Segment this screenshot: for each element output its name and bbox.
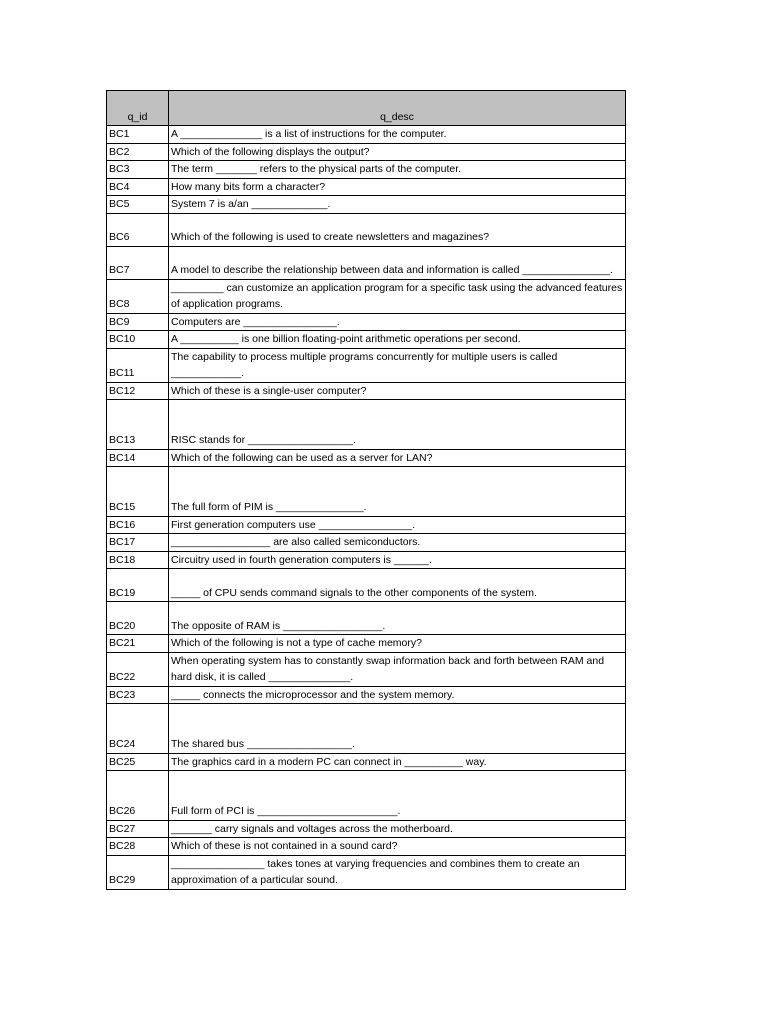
q-id-cell: BC27 [107,820,169,838]
table-row [107,686,626,704]
table-row [107,635,626,653]
q-id-cell: BC3 [107,161,169,179]
q-desc-cell: _________ can customize an application program for a specific task using the advanced features of application programs. [169,279,626,313]
q-id-cell: BC20 [107,602,169,635]
table-row [107,348,626,382]
table-row [107,279,626,313]
table-row [107,551,626,569]
table-row [107,178,626,196]
column-header-q-desc: q_desc [169,91,626,126]
q-id-cell: BC19 [107,569,169,602]
table-row [107,449,626,467]
q-desc-cell: Which of the following can be used as a server for LAN? [169,449,626,467]
table-row [107,246,626,279]
table-body [107,126,626,890]
table-row [107,382,626,400]
q-id-cell: BC15 [107,467,169,517]
q-id-cell: BC1 [107,126,169,144]
q-id-cell: BC7 [107,246,169,279]
table-row [107,771,626,821]
q-id-cell: BC24 [107,704,169,754]
table-row [107,652,626,686]
table-row [107,196,626,214]
q-desc-cell: _____ connects the microprocessor and the system memory. [169,686,626,704]
table-row [107,516,626,534]
question-table [106,90,626,890]
q-id-cell: BC10 [107,331,169,349]
q-id-cell: BC12 [107,382,169,400]
q-desc-cell: The full form of PIM is _______________. [169,467,626,517]
q-desc-cell: Which of the following is used to create newsletters and magazines? [169,213,626,246]
table-row [107,838,626,856]
q-id-cell: BC18 [107,551,169,569]
q-desc-cell: The shared bus __________________. [169,704,626,754]
q-id-cell: BC13 [107,400,169,450]
q-desc-cell: The graphics card in a modern PC can connect in __________ way. [169,753,626,771]
q-id-cell: BC5 [107,196,169,214]
q-id-cell: BC9 [107,313,169,331]
header-row [107,91,626,126]
table-row [107,400,626,450]
q-id-cell: BC25 [107,753,169,771]
q-desc-cell: System 7 is a/an _____________. [169,196,626,214]
q-desc-cell: _________________ are also called semiconductors. [169,534,626,552]
column-header-q-id: q_id [107,91,169,126]
q-desc-cell: Computers are ________________. [169,313,626,331]
q-desc-cell: The term _______ refers to the physical parts of the computer. [169,161,626,179]
table-row [107,161,626,179]
table-row [107,820,626,838]
q-desc-cell: A ______________ is a list of instructions for the computer. [169,126,626,144]
q-id-cell: BC14 [107,449,169,467]
table-row [107,331,626,349]
q-desc-cell: _____ of CPU sends command signals to the other components of the system. [169,569,626,602]
q-id-cell: BC26 [107,771,169,821]
q-id-cell: BC2 [107,143,169,161]
table-row [107,753,626,771]
q-desc-cell: The opposite of RAM is _________________. [169,602,626,635]
q-desc-cell: RISC stands for __________________. [169,400,626,450]
q-id-cell: BC8 [107,279,169,313]
q-desc-cell: A model to describe the relationship between data and information is called _______________. [169,246,626,279]
table-row [107,855,626,889]
q-id-cell: BC17 [107,534,169,552]
q-desc-cell: Which of these is not contained in a sound card? [169,838,626,856]
table-row [107,569,626,602]
table-row [107,126,626,144]
q-id-cell: BC11 [107,348,169,382]
q-id-cell: BC23 [107,686,169,704]
table-row [107,143,626,161]
q-id-cell: BC28 [107,838,169,856]
q-id-cell: BC16 [107,516,169,534]
q-desc-cell: Circuitry used in fourth generation computers is ______. [169,551,626,569]
q-id-cell: BC29 [107,855,169,889]
q-desc-cell: The capability to process multiple programs concurrently for multiple users is called ____________. [169,348,626,382]
q-id-cell: BC21 [107,635,169,653]
table-row [107,467,626,517]
table-row [107,213,626,246]
q-desc-cell: ________________ takes tones at varying frequencies and combines them to create an approximation of a particular sound. [169,855,626,889]
q-desc-cell: A __________ is one billion floating-point arithmetic operations per second. [169,331,626,349]
q-desc-cell: How many bits form a character? [169,178,626,196]
q-desc-cell: First generation computers use ________________. [169,516,626,534]
table-row [107,313,626,331]
table-row [107,704,626,754]
q-desc-cell: Full form of PCI is ________________________. [169,771,626,821]
q-id-cell: BC6 [107,213,169,246]
q-desc-cell: _______ carry signals and voltages across the motherboard. [169,820,626,838]
q-desc-cell: Which of these is a single-user computer? [169,382,626,400]
q-desc-cell: Which of the following displays the output? [169,143,626,161]
table-row [107,534,626,552]
q-desc-cell: Which of the following is not a type of cache memory? [169,635,626,653]
q-desc-cell: When operating system has to constantly swap information back and forth between RAM and hard disk, it is called ______________. [169,652,626,686]
q-id-cell: BC4 [107,178,169,196]
table-row [107,602,626,635]
q-id-cell: BC22 [107,652,169,686]
